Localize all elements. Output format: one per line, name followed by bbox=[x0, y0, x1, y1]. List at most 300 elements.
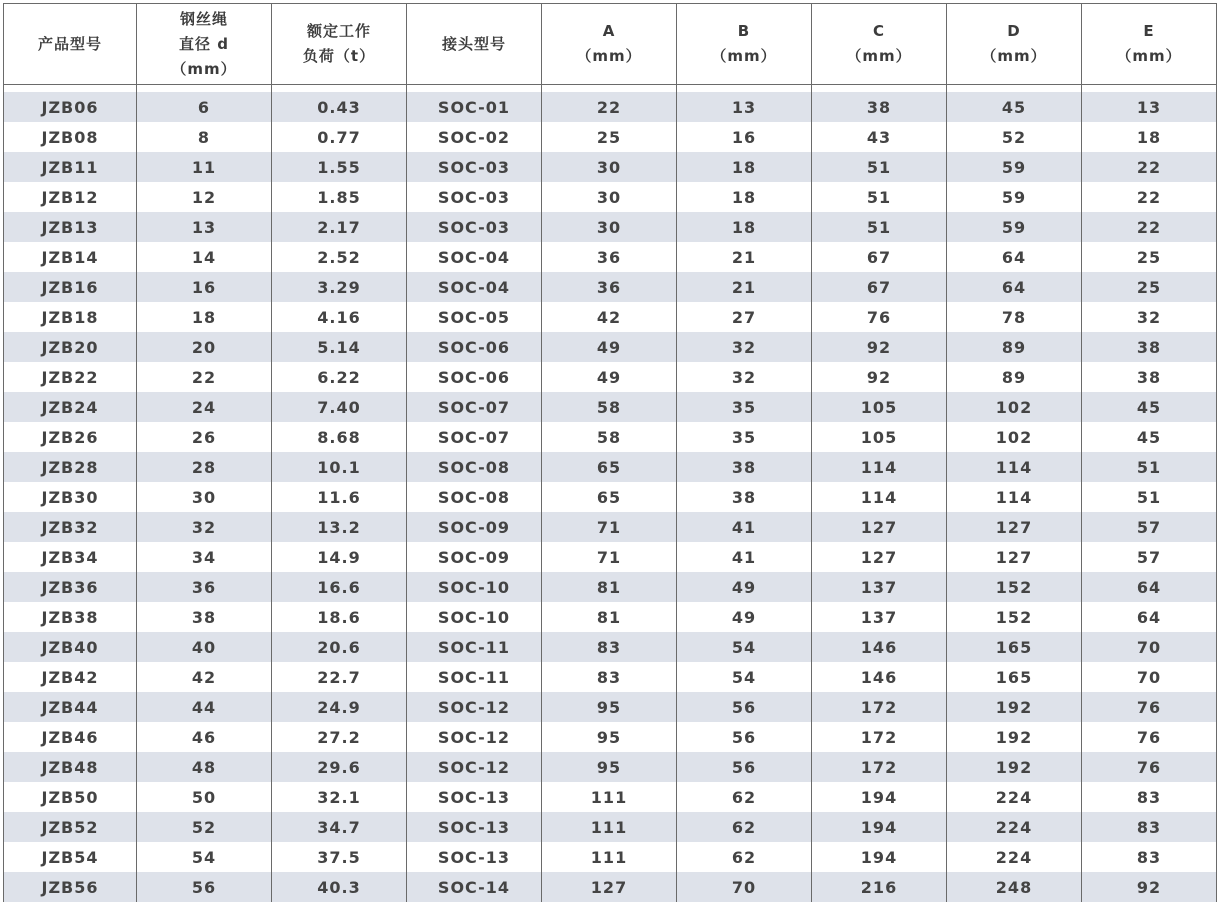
table-cell: SOC-10 bbox=[407, 572, 542, 602]
table-cell: 194 bbox=[812, 812, 947, 842]
table-row bbox=[4, 572, 1217, 602]
spacer-cell bbox=[812, 85, 947, 93]
table-cell: JZB28 bbox=[4, 452, 137, 482]
table-cell: 114 bbox=[947, 452, 1082, 482]
table-cell: 22 bbox=[1082, 182, 1217, 212]
table-cell: 24 bbox=[137, 392, 272, 422]
table-cell: JZB34 bbox=[4, 542, 137, 572]
table-cell: 44 bbox=[137, 692, 272, 722]
table-cell: 56 bbox=[677, 692, 812, 722]
table-cell: 137 bbox=[812, 572, 947, 602]
table-cell: JZB48 bbox=[4, 752, 137, 782]
table-cell: 22.7 bbox=[272, 662, 407, 692]
column-header-line: 接头型号 bbox=[441, 34, 506, 53]
table-cell: 1.85 bbox=[272, 182, 407, 212]
table-cell: 78 bbox=[947, 302, 1082, 332]
table-cell: 25 bbox=[1082, 242, 1217, 272]
table-cell: 70 bbox=[1082, 662, 1217, 692]
table-cell: 22 bbox=[1082, 212, 1217, 242]
table-cell: 42 bbox=[137, 662, 272, 692]
column-header-line: 直径 d bbox=[179, 34, 229, 53]
table-cell: JZB22 bbox=[4, 362, 137, 392]
table-cell: 105 bbox=[812, 422, 947, 452]
table-cell: 89 bbox=[947, 332, 1082, 362]
table-cell: SOC-04 bbox=[407, 242, 542, 272]
table-cell: 21 bbox=[677, 272, 812, 302]
table-row bbox=[4, 842, 1217, 872]
table-cell: SOC-08 bbox=[407, 482, 542, 512]
table-cell: 18 bbox=[677, 182, 812, 212]
table-cell: 81 bbox=[542, 572, 677, 602]
column-header bbox=[407, 4, 542, 85]
table-row bbox=[4, 182, 1217, 212]
table-cell: 111 bbox=[542, 812, 677, 842]
column-header-line: B bbox=[737, 22, 751, 40]
column-header-line: （mm） bbox=[846, 47, 912, 65]
table-cell: 56 bbox=[677, 752, 812, 782]
table-cell: 38 bbox=[1082, 362, 1217, 392]
table-spacer bbox=[4, 85, 1217, 93]
header-row bbox=[4, 4, 1217, 85]
table-cell: 1.55 bbox=[272, 152, 407, 182]
table-row bbox=[4, 812, 1217, 842]
table-cell: 34.7 bbox=[272, 812, 407, 842]
table-cell: SOC-10 bbox=[407, 602, 542, 632]
table-cell: 70 bbox=[677, 872, 812, 902]
table-cell: 51 bbox=[1082, 452, 1217, 482]
table-cell: 62 bbox=[677, 812, 812, 842]
table-cell: JZB12 bbox=[4, 182, 137, 212]
table-cell: 64 bbox=[1082, 602, 1217, 632]
column-header bbox=[947, 4, 1082, 85]
table-cell: 165 bbox=[947, 662, 1082, 692]
table-cell: 58 bbox=[542, 392, 677, 422]
table-cell: 16 bbox=[677, 122, 812, 152]
table-cell: 146 bbox=[812, 662, 947, 692]
table-cell: 114 bbox=[947, 482, 1082, 512]
table-cell: 67 bbox=[812, 242, 947, 272]
table-row bbox=[4, 272, 1217, 302]
table-cell: 95 bbox=[542, 752, 677, 782]
spacer-cell bbox=[407, 85, 542, 93]
table-cell: 83 bbox=[1082, 812, 1217, 842]
table-cell: 0.43 bbox=[272, 92, 407, 122]
table-cell: 51 bbox=[812, 212, 947, 242]
table-cell: JZB30 bbox=[4, 482, 137, 512]
table-cell: JZB44 bbox=[4, 692, 137, 722]
table-cell: SOC-05 bbox=[407, 302, 542, 332]
table-cell: JZB32 bbox=[4, 512, 137, 542]
spacer-row bbox=[4, 85, 1217, 93]
table-row bbox=[4, 722, 1217, 752]
table-cell: 95 bbox=[542, 692, 677, 722]
table-cell: 64 bbox=[1082, 572, 1217, 602]
column-header-line: E bbox=[1143, 22, 1155, 40]
table-cell: JZB56 bbox=[4, 872, 137, 902]
table-cell: 51 bbox=[812, 152, 947, 182]
table-cell: 22 bbox=[137, 362, 272, 392]
table-cell: JZB16 bbox=[4, 272, 137, 302]
spacer-cell bbox=[947, 85, 1082, 93]
table-cell: JZB24 bbox=[4, 392, 137, 422]
table-cell: 43 bbox=[812, 122, 947, 152]
table-cell: SOC-01 bbox=[407, 92, 542, 122]
table-cell: JZB14 bbox=[4, 242, 137, 272]
table-cell: SOC-14 bbox=[407, 872, 542, 902]
table-cell: JZB11 bbox=[4, 152, 137, 182]
table-cell: SOC-13 bbox=[407, 812, 542, 842]
column-header bbox=[4, 4, 137, 85]
table-cell: 146 bbox=[812, 632, 947, 662]
table-cell: 165 bbox=[947, 632, 1082, 662]
column-header-line: （mm） bbox=[981, 47, 1047, 65]
table-row bbox=[4, 512, 1217, 542]
table-cell: SOC-09 bbox=[407, 512, 542, 542]
table-cell: SOC-04 bbox=[407, 272, 542, 302]
table-cell: 172 bbox=[812, 692, 947, 722]
table-cell: 36 bbox=[542, 242, 677, 272]
column-header bbox=[1082, 4, 1217, 85]
table-cell: 13 bbox=[1082, 92, 1217, 122]
table-row bbox=[4, 482, 1217, 512]
table-cell: 30 bbox=[542, 152, 677, 182]
table-row bbox=[4, 212, 1217, 242]
table-row bbox=[4, 632, 1217, 662]
column-header bbox=[812, 4, 947, 85]
table-cell: SOC-06 bbox=[407, 362, 542, 392]
table-cell: 62 bbox=[677, 782, 812, 812]
table-cell: SOC-11 bbox=[407, 632, 542, 662]
table-cell: 49 bbox=[677, 602, 812, 632]
column-header-line: （mm） bbox=[171, 59, 237, 78]
table-cell: 8 bbox=[137, 122, 272, 152]
column-header-line: C bbox=[872, 22, 885, 40]
table-cell: 111 bbox=[542, 842, 677, 872]
table-cell: 22 bbox=[1082, 152, 1217, 182]
table-cell: SOC-12 bbox=[407, 752, 542, 782]
table-row bbox=[4, 302, 1217, 332]
table-cell: 224 bbox=[947, 842, 1082, 872]
table-cell: 38 bbox=[677, 482, 812, 512]
table-cell: 76 bbox=[1082, 722, 1217, 752]
table-cell: SOC-03 bbox=[407, 212, 542, 242]
table-row bbox=[4, 692, 1217, 722]
table-cell: 65 bbox=[542, 482, 677, 512]
table-cell: 36 bbox=[137, 572, 272, 602]
table-cell: 50 bbox=[137, 782, 272, 812]
table-cell: SOC-02 bbox=[407, 122, 542, 152]
column-header-line: D bbox=[1007, 22, 1021, 40]
table-cell: 24.9 bbox=[272, 692, 407, 722]
table-row bbox=[4, 122, 1217, 152]
table-cell: 0.77 bbox=[272, 122, 407, 152]
table-cell: 92 bbox=[812, 362, 947, 392]
table-cell: JZB06 bbox=[4, 92, 137, 122]
table-cell: SOC-12 bbox=[407, 692, 542, 722]
table-cell: 127 bbox=[947, 542, 1082, 572]
table-cell: JZB54 bbox=[4, 842, 137, 872]
table-cell: 89 bbox=[947, 362, 1082, 392]
table-cell: 172 bbox=[812, 752, 947, 782]
table-row bbox=[4, 782, 1217, 812]
table-cell: 30 bbox=[542, 212, 677, 242]
table-cell: 35 bbox=[677, 392, 812, 422]
table-cell: 92 bbox=[1082, 872, 1217, 902]
table-cell: 76 bbox=[1082, 692, 1217, 722]
table-cell: 12 bbox=[137, 182, 272, 212]
table-cell: JZB46 bbox=[4, 722, 137, 752]
table-cell: 83 bbox=[1082, 782, 1217, 812]
table-cell: 172 bbox=[812, 722, 947, 752]
table-cell: SOC-07 bbox=[407, 392, 542, 422]
table-cell: 18 bbox=[137, 302, 272, 332]
table-cell: 70 bbox=[1082, 632, 1217, 662]
table-cell: 57 bbox=[1082, 542, 1217, 572]
table-row bbox=[4, 422, 1217, 452]
table-cell: 114 bbox=[812, 482, 947, 512]
table-cell: 194 bbox=[812, 842, 947, 872]
table-cell: 38 bbox=[812, 92, 947, 122]
table-cell: 34 bbox=[137, 542, 272, 572]
column-header-line: （mm） bbox=[711, 47, 777, 65]
table-cell: 152 bbox=[947, 602, 1082, 632]
table-cell: 32 bbox=[677, 362, 812, 392]
table-cell: 51 bbox=[812, 182, 947, 212]
table-cell: 127 bbox=[542, 872, 677, 902]
table-row bbox=[4, 602, 1217, 632]
table-cell: 20 bbox=[137, 332, 272, 362]
table-cell: 32 bbox=[1082, 302, 1217, 332]
table-cell: 13.2 bbox=[272, 512, 407, 542]
table-cell: 48 bbox=[137, 752, 272, 782]
table-cell: 32 bbox=[677, 332, 812, 362]
table-cell: 14.9 bbox=[272, 542, 407, 572]
table-cell: 102 bbox=[947, 422, 1082, 452]
table-cell: 137 bbox=[812, 602, 947, 632]
table-cell: 36 bbox=[542, 272, 677, 302]
table-row bbox=[4, 872, 1217, 902]
table-cell: SOC-13 bbox=[407, 782, 542, 812]
table-cell: 42 bbox=[542, 302, 677, 332]
spacer-cell bbox=[542, 85, 677, 93]
table-cell: JZB38 bbox=[4, 602, 137, 632]
table-cell: SOC-12 bbox=[407, 722, 542, 752]
table-cell: 71 bbox=[542, 512, 677, 542]
table-cell: 76 bbox=[812, 302, 947, 332]
table-cell: 25 bbox=[1082, 272, 1217, 302]
table-row bbox=[4, 452, 1217, 482]
table-cell: JZB18 bbox=[4, 302, 137, 332]
table-cell: 127 bbox=[812, 542, 947, 572]
table-cell: 45 bbox=[1082, 392, 1217, 422]
column-header bbox=[677, 4, 812, 85]
table-cell: 14 bbox=[137, 242, 272, 272]
table-row bbox=[4, 242, 1217, 272]
table-cell: 37.5 bbox=[272, 842, 407, 872]
table-cell: SOC-03 bbox=[407, 152, 542, 182]
table-cell: SOC-08 bbox=[407, 452, 542, 482]
spacer-cell bbox=[272, 85, 407, 93]
table-cell: 192 bbox=[947, 692, 1082, 722]
table-cell: SOC-03 bbox=[407, 182, 542, 212]
table-cell: 11 bbox=[137, 152, 272, 182]
table-cell: 105 bbox=[812, 392, 947, 422]
table-cell: JZB08 bbox=[4, 122, 137, 152]
table-cell: 92 bbox=[812, 332, 947, 362]
table-cell: 6.22 bbox=[272, 362, 407, 392]
table-cell: 248 bbox=[947, 872, 1082, 902]
column-header-line: 负荷（t） bbox=[302, 47, 376, 65]
table-cell: 65 bbox=[542, 452, 677, 482]
table-cell: 18 bbox=[677, 152, 812, 182]
table-cell: 16 bbox=[137, 272, 272, 302]
table-cell: JZB26 bbox=[4, 422, 137, 452]
table-cell: 26 bbox=[137, 422, 272, 452]
table-cell: 152 bbox=[947, 572, 1082, 602]
table-cell: 13 bbox=[677, 92, 812, 122]
table-cell: 45 bbox=[1082, 422, 1217, 452]
table-cell: 4.16 bbox=[272, 302, 407, 332]
table-cell: 71 bbox=[542, 542, 677, 572]
table-cell: JZB40 bbox=[4, 632, 137, 662]
table-cell: 38 bbox=[137, 602, 272, 632]
table-cell: 8.68 bbox=[272, 422, 407, 452]
table-cell: 76 bbox=[1082, 752, 1217, 782]
table-cell: 83 bbox=[542, 632, 677, 662]
spec-table bbox=[3, 3, 1217, 902]
table-cell: 64 bbox=[947, 272, 1082, 302]
table-cell: 83 bbox=[542, 662, 677, 692]
column-header-line: 产品型号 bbox=[37, 34, 102, 53]
spacer-cell bbox=[677, 85, 812, 93]
table-cell: 35 bbox=[677, 422, 812, 452]
table-cell: 38 bbox=[677, 452, 812, 482]
table-cell: 64 bbox=[947, 242, 1082, 272]
table-cell: JZB36 bbox=[4, 572, 137, 602]
table-cell: 83 bbox=[1082, 842, 1217, 872]
table-row bbox=[4, 662, 1217, 692]
table-cell: JZB42 bbox=[4, 662, 137, 692]
table-cell: 25 bbox=[542, 122, 677, 152]
table-cell: 58 bbox=[542, 422, 677, 452]
table-cell: 11.6 bbox=[272, 482, 407, 512]
column-header-line: 钢丝绳 bbox=[179, 9, 228, 28]
column-header-line: （mm） bbox=[576, 47, 642, 65]
table-cell: 27.2 bbox=[272, 722, 407, 752]
table-row bbox=[4, 542, 1217, 572]
table-cell: 13 bbox=[137, 212, 272, 242]
table-cell: 54 bbox=[677, 662, 812, 692]
table-cell: 29.6 bbox=[272, 752, 407, 782]
table-cell: 192 bbox=[947, 752, 1082, 782]
spacer-cell bbox=[1082, 85, 1217, 93]
table-cell: 27 bbox=[677, 302, 812, 332]
table-cell: 18 bbox=[1082, 122, 1217, 152]
table-cell: 46 bbox=[137, 722, 272, 752]
table-cell: 95 bbox=[542, 722, 677, 752]
table-cell: 57 bbox=[1082, 512, 1217, 542]
table-cell: 54 bbox=[137, 842, 272, 872]
table-cell: 18.6 bbox=[272, 602, 407, 632]
table-cell: 56 bbox=[137, 872, 272, 902]
table-cell: 7.40 bbox=[272, 392, 407, 422]
table-cell: 102 bbox=[947, 392, 1082, 422]
table-cell: 59 bbox=[947, 212, 1082, 242]
table-row bbox=[4, 152, 1217, 182]
table-cell: 2.17 bbox=[272, 212, 407, 242]
table-cell: 49 bbox=[542, 362, 677, 392]
table-cell: 41 bbox=[677, 542, 812, 572]
column-header bbox=[137, 4, 272, 85]
column-header-line: 额定工作 bbox=[306, 22, 371, 40]
table-row bbox=[4, 752, 1217, 782]
table-cell: 41 bbox=[677, 512, 812, 542]
table-cell: 16.6 bbox=[272, 572, 407, 602]
table-cell: JZB13 bbox=[4, 212, 137, 242]
column-header bbox=[272, 4, 407, 85]
table-cell: JZB52 bbox=[4, 812, 137, 842]
table-cell: 49 bbox=[677, 572, 812, 602]
spacer-cell bbox=[137, 85, 272, 93]
table-cell: JZB20 bbox=[4, 332, 137, 362]
table-cell: 114 bbox=[812, 452, 947, 482]
table-cell: 30 bbox=[542, 182, 677, 212]
table-cell: 30 bbox=[137, 482, 272, 512]
table-cell: 56 bbox=[677, 722, 812, 752]
table-cell: 10.1 bbox=[272, 452, 407, 482]
table-cell: 32 bbox=[137, 512, 272, 542]
table-cell: 216 bbox=[812, 872, 947, 902]
table-body bbox=[4, 92, 1217, 902]
table-cell: SOC-06 bbox=[407, 332, 542, 362]
table-cell: 5.14 bbox=[272, 332, 407, 362]
table-header bbox=[4, 4, 1217, 85]
table-cell: 67 bbox=[812, 272, 947, 302]
table-cell: SOC-07 bbox=[407, 422, 542, 452]
table-cell: 20.6 bbox=[272, 632, 407, 662]
table-cell: 3.29 bbox=[272, 272, 407, 302]
table-cell: 54 bbox=[677, 632, 812, 662]
table-cell: 22 bbox=[542, 92, 677, 122]
table-cell: SOC-11 bbox=[407, 662, 542, 692]
table-cell: SOC-13 bbox=[407, 842, 542, 872]
table-cell: 194 bbox=[812, 782, 947, 812]
table-cell: JZB50 bbox=[4, 782, 137, 812]
column-header-line: A bbox=[602, 22, 616, 40]
table-cell: 6 bbox=[137, 92, 272, 122]
spacer-cell bbox=[4, 85, 137, 93]
table-cell: 127 bbox=[947, 512, 1082, 542]
table-cell: 59 bbox=[947, 152, 1082, 182]
table-cell: 28 bbox=[137, 452, 272, 482]
table-cell: 38 bbox=[1082, 332, 1217, 362]
table-cell: 224 bbox=[947, 812, 1082, 842]
table-cell: 40.3 bbox=[272, 872, 407, 902]
table-cell: 52 bbox=[137, 812, 272, 842]
table-row bbox=[4, 332, 1217, 362]
table-cell: 62 bbox=[677, 842, 812, 872]
table-cell: 49 bbox=[542, 332, 677, 362]
table-cell: 32.1 bbox=[272, 782, 407, 812]
table-cell: 127 bbox=[812, 512, 947, 542]
table-cell: 111 bbox=[542, 782, 677, 812]
table-cell: 21 bbox=[677, 242, 812, 272]
column-header-line: （mm） bbox=[1116, 47, 1182, 65]
table-cell: 51 bbox=[1082, 482, 1217, 512]
table-cell: 224 bbox=[947, 782, 1082, 812]
table-row bbox=[4, 362, 1217, 392]
column-header bbox=[542, 4, 677, 85]
